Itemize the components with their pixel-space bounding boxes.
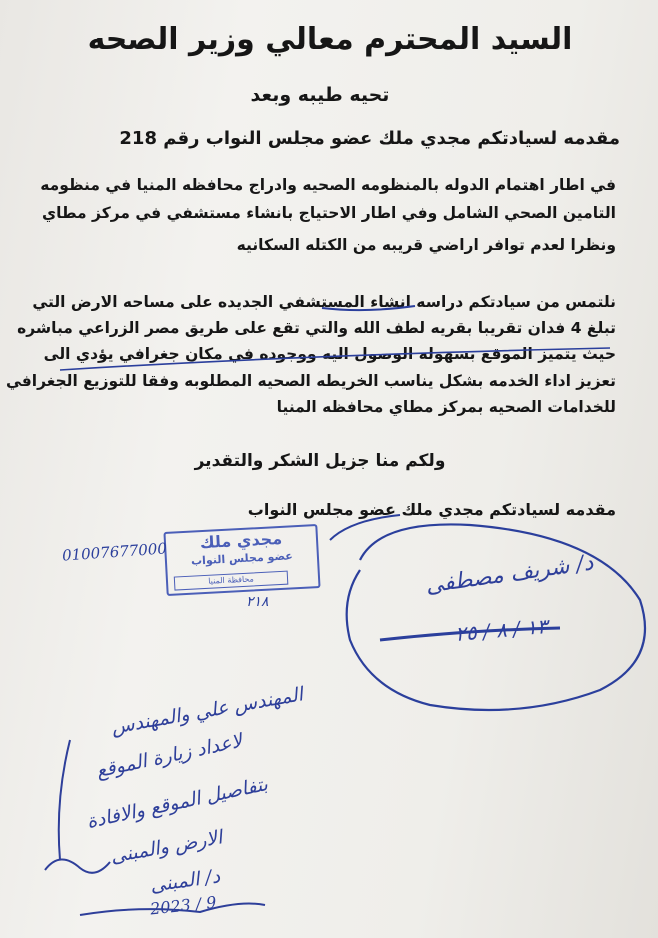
approval-date: ١٣ / ٨ / ٢٥ (454, 614, 549, 646)
paragraph-line: تبلغ 4 فدان تقريبا بقريه لطف الله والتي تقع على طريق مصر الزراعي مباشره (17, 319, 616, 337)
handwritten-member-number: ٢١٨ (246, 594, 269, 610)
letter-title: السيد المحترم معالي وزير الصحه (87, 22, 573, 57)
paragraph-line: في اطار اهتمام الدوله بالمنظومه الصحيه وادراج محافظه المنيا في منظومه (40, 176, 616, 194)
paragraph-line: حيث يتميز الموقع بسهوله الوصول اليه ووجوده في مكان جغرافي يؤدي الى (43, 345, 616, 363)
signature-line: مقدمه لسيادتكم مجدي ملك عضو مجلس النواب (247, 500, 616, 519)
closing-line: ولكم منا جزيل الشكر والتقدير (194, 451, 446, 471)
stamp-role: عضو مجلس النواب (190, 549, 294, 568)
member-stamp (163, 524, 320, 596)
greeting: تحيه طيبه وبعد (250, 84, 390, 106)
paragraph-line: التامين الصحي الشامل وفي اطار الاحتياج بانشاء مستشفي في مركز مطاي (41, 204, 616, 222)
note-line: الارض والمبنى (108, 826, 224, 868)
paragraph-line: ونظرا لعدم توافر اراضي قريبه من الكتله السكانيه (236, 236, 616, 254)
stamp-name: مجدي ملك (199, 528, 283, 553)
paragraph-line: نلتمس من سيادتكم دراسه انشاء المستشفي الجديده على مساحه الارض التي (32, 293, 616, 311)
handwritten-phone: 01007677000 (61, 539, 168, 565)
note-line: د/ المبنى (148, 865, 222, 897)
stamp-footer: محافظة المنيا (174, 571, 289, 591)
note-line: لاعداد زيارة الموقع (94, 729, 245, 783)
note-line: بتفاصيل الموقع والافادة (84, 773, 270, 833)
paragraph-line: تعزيز اداء الخدمه بشكل يناسب الخريطه الصحيه المطلوبه وفقا للتوزيع الجغرافي (5, 372, 616, 390)
paragraph-line: للخدامات الصحيه بمركز مطاي محافظه المنيا (276, 398, 616, 416)
approver-signature: د/ شريف مصطفى (424, 550, 595, 599)
submitted-by: مقدمه لسيادتكم مجدي ملك عضو مجلس النواب رقم 218 (119, 128, 620, 149)
note-date: 2023 / 9 (149, 892, 218, 919)
signature-loop (347, 524, 645, 710)
note-line: المهندس علي والمهندس (109, 683, 305, 739)
